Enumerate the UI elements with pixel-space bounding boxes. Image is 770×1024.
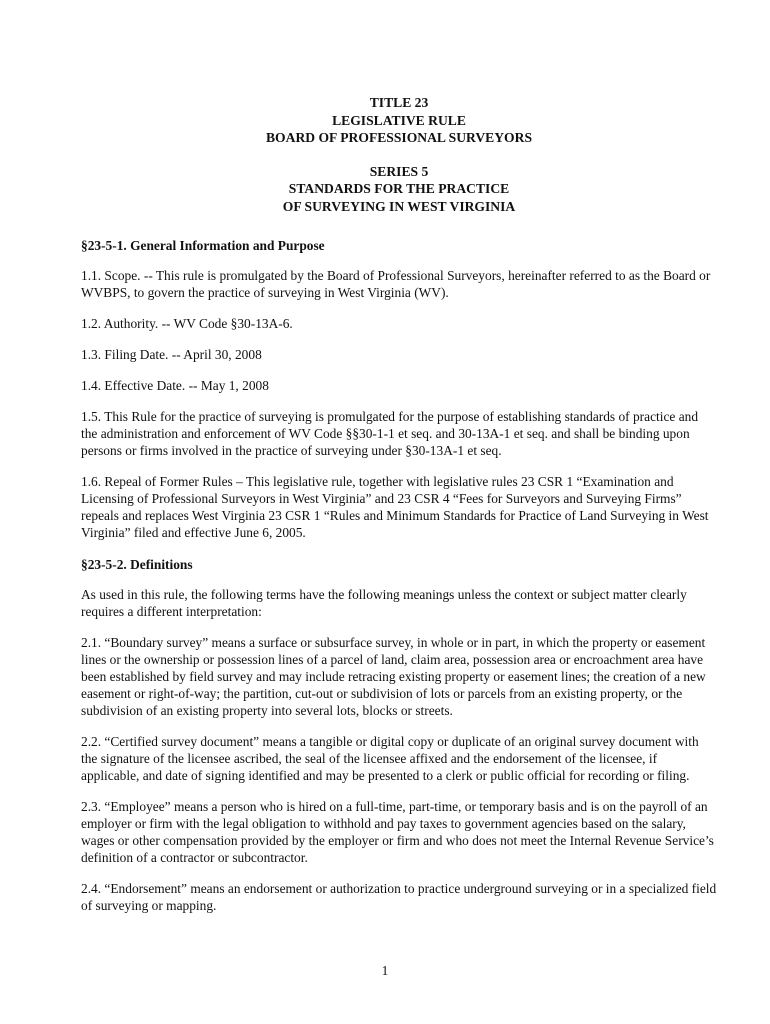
title-line: TITLE 23 (369, 95, 429, 110)
paragraph-definitions-intro: As used in this rule, the following terms have the following meanings unless the context or subject matter clearly requires a different interpretation: (81, 587, 687, 619)
paragraph-authority: 1.2. Authority. -- WV Code §30-13A-6. (81, 316, 293, 331)
standards-line: STANDARDS FOR THE PRACTICE (288, 181, 510, 196)
paragraph-scope: 1.1. Scope. -- This rule is promulgated by the Board of Professional Surveyors, hereinafter referred to as the Board or WVBPS, to govern the practice of surveying in West Virginia (WV). (81, 268, 711, 300)
surveying-line: OF SURVEYING IN WEST VIRGINIA (282, 198, 516, 214)
rule-type-line: LEGISLATIVE RULE (332, 112, 466, 128)
paragraph-endorsement: 2.4. “Endorsement” means an endorsement or authorization to practice underground surveying or in a specialized field of surveying or mapping. (81, 881, 717, 913)
paragraph-employee: 2.3. “Employee” means a person who is hired on a full-time, part-time, or temporary basis and is on the payroll of an employer or firm with the legal obligation to withhold and pay taxes to government agencies based on the salary, wages or other compensation provided by the employer or firm and who does not meet the Internal Revenue Service’s definition of a contractor or subcontractor. (81, 799, 714, 865)
series-block (81, 163, 717, 216)
section-heading-general-info: §23-5-1. General Information and Purpose (81, 238, 325, 253)
board-name-line: BOARD OF PROFESSIONAL SURVEYORS (265, 130, 533, 145)
section-heading-definitions: §23-5-2. Definitions (81, 557, 193, 572)
paragraph-filing-date: 1.3. Filing Date. -- April 30, 2008 (81, 347, 262, 362)
document-page (81, 94, 717, 914)
page-number: 1 (381, 963, 389, 978)
paragraph-repeal: 1.6. Repeal of Former Rules – This legislative rule, together with legislative rules 23 CSR 1 “Examination and Licensing of Professional Surveyors in West Virginia” and 23 CSR 4 “Fees for Surveyors and Surveying Firms” repeals and replaces West Virginia 23 CSR 1 “Rules and Minimum Standards for Practice of Land Surveying in West Virginia” filed and effective June 6, 2005. (81, 474, 709, 540)
paragraph-effective-date: 1.4. Effective Date. -- May 1, 2008 (81, 378, 269, 393)
paragraph-certified-survey-document: 2.2. “Certified survey document” means a tangible or digital copy or duplicate of an original survey document with the signature of the licensee ascribed, the seal of the licensee affixed and the endorsement of the licensee, if applicable, and date of signing identified and may be presented to a clerk or public official for recording or filing. (81, 734, 699, 783)
paragraph-purpose: 1.5. This Rule for the practice of surveying is promulgated for the purpose of establishing standards of practice and the administration and enforcement of WV Code §§30-1-1 et seq. and 30-13A-1 et seq. and shall be binding upon persons or firms involved in the practice of surveying under §30-13A-1 et seq. (81, 409, 699, 458)
document-header (81, 94, 717, 215)
paragraph-boundary-survey: 2.1. “Boundary survey” means a surface or subsurface survey, in whole or in part, in which the property or easement lines or the ownership or possession lines of a parcel of land, claim area, possession area or encroachment area have been established by field survey and may include retracing existing property or easement lines; the creation of a new easement or right-of-way; the partition, cut-out or subdivision of lots or parcels from an existing property, or the subdivision of an existing property into several lots, blocks or streets. (81, 635, 706, 718)
series-line: SERIES 5 (369, 163, 429, 179)
